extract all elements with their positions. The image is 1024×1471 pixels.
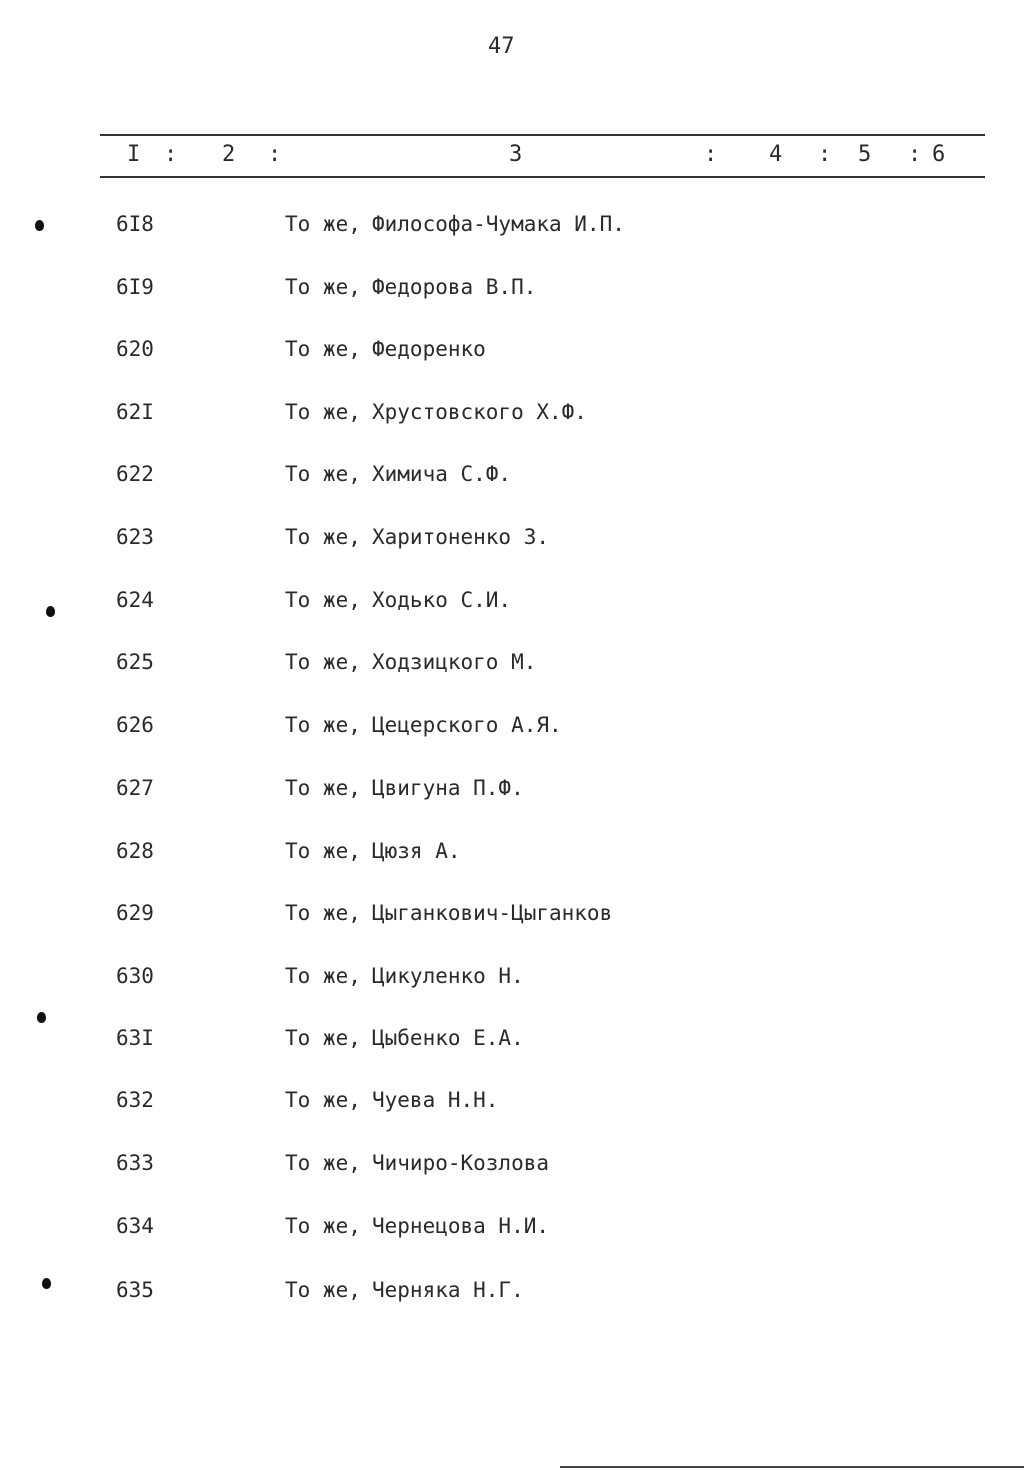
row-prefix: То же, <box>285 839 361 863</box>
row-number: 63I <box>116 1026 154 1050</box>
header-col-5: 5 <box>858 142 872 167</box>
table-row <box>0 1026 1024 1066</box>
header-col-4: 4 <box>769 142 783 167</box>
row-number: 628 <box>116 839 154 863</box>
header-separator: : <box>164 142 178 167</box>
header-col-3: 3 <box>509 142 523 167</box>
row-number: 6I8 <box>116 212 154 236</box>
table-row <box>0 964 1024 1004</box>
row-number: 634 <box>116 1214 154 1238</box>
row-name: Хрустовского Х.Ф. <box>372 400 587 424</box>
header-col-6: 6 <box>932 142 946 167</box>
row-prefix: То же, <box>285 275 361 299</box>
table-row <box>0 212 1024 252</box>
row-number: 620 <box>116 337 154 361</box>
row-name: Цыбенко Е.А. <box>372 1026 524 1050</box>
row-prefix: То же, <box>285 901 361 925</box>
row-prefix: То же, <box>285 1088 361 1112</box>
row-prefix: То же, <box>285 525 361 549</box>
bottom-edge-line <box>560 1466 1024 1468</box>
row-name: Черняка Н.Г. <box>372 1278 524 1302</box>
table-row <box>0 337 1024 377</box>
row-prefix: То же, <box>285 1214 361 1238</box>
row-prefix: То же, <box>285 1151 361 1175</box>
table-row <box>0 650 1024 690</box>
row-number: 623 <box>116 525 154 549</box>
table-row <box>0 1278 1024 1318</box>
header-col-2: 2 <box>222 142 236 167</box>
row-prefix: То же, <box>285 400 361 424</box>
row-name: Цецерского А.Я. <box>372 713 562 737</box>
punch-hole-mark <box>42 1278 51 1289</box>
table-row <box>0 462 1024 502</box>
row-name: Чичиро-Козлова <box>372 1151 550 1175</box>
row-prefix: То же, <box>285 964 361 988</box>
row-number: 6I9 <box>116 275 154 299</box>
table-row <box>0 713 1024 753</box>
table-row <box>0 1088 1024 1128</box>
row-name: Федоренко <box>372 337 486 361</box>
table-header-rule-top <box>100 134 985 136</box>
punch-hole-mark <box>35 220 44 231</box>
row-number: 632 <box>116 1088 154 1112</box>
row-name: Цыганкович-Цыганков <box>372 901 613 925</box>
table-row <box>0 839 1024 879</box>
page-number: 47 <box>488 34 515 59</box>
header-separator: : <box>908 142 922 167</box>
row-prefix: То же, <box>285 776 361 800</box>
row-number: 630 <box>116 964 154 988</box>
punch-hole-mark <box>37 1012 46 1023</box>
row-name: Чуева Н.Н. <box>372 1088 499 1112</box>
table-row <box>0 588 1024 628</box>
header-separator: : <box>818 142 832 167</box>
row-prefix: То же, <box>285 1026 361 1050</box>
row-number: 624 <box>116 588 154 612</box>
row-name: Федорова В.П. <box>372 275 537 299</box>
table-row <box>0 400 1024 440</box>
row-number: 625 <box>116 650 154 674</box>
row-number: 62I <box>116 400 154 424</box>
table-row <box>0 525 1024 565</box>
row-number: 629 <box>116 901 154 925</box>
header-col-1: I <box>127 142 141 167</box>
row-number: 626 <box>116 713 154 737</box>
row-name: Ходзицкого М. <box>372 650 537 674</box>
table-row <box>0 275 1024 315</box>
row-prefix: То же, <box>285 337 361 361</box>
table-row <box>0 901 1024 941</box>
row-name: Цюзя А. <box>372 839 461 863</box>
row-name: Цикуленко Н. <box>372 964 524 988</box>
row-prefix: То же, <box>285 1278 361 1302</box>
row-name: Философа-Чумака И.П. <box>372 212 625 236</box>
row-number: 622 <box>116 462 154 486</box>
row-name: Ходько С.И. <box>372 588 512 612</box>
row-prefix: То же, <box>285 650 361 674</box>
table-row <box>0 776 1024 816</box>
row-name: Чернецова Н.И. <box>372 1214 550 1238</box>
row-prefix: То же, <box>285 212 361 236</box>
row-prefix: То же, <box>285 713 361 737</box>
header-separator: : <box>268 142 282 167</box>
header-separator: : <box>704 142 718 167</box>
row-number: 633 <box>116 1151 154 1175</box>
row-name: Харитоненко З. <box>372 525 550 549</box>
table-header-rule-bottom <box>100 176 985 178</box>
row-number: 627 <box>116 776 154 800</box>
table-row <box>0 1214 1024 1254</box>
punch-hole-mark <box>46 606 55 617</box>
row-number: 635 <box>116 1278 154 1302</box>
table-row <box>0 1151 1024 1191</box>
row-name: Химича С.Ф. <box>372 462 512 486</box>
row-name: Цвигуна П.Ф. <box>372 776 524 800</box>
row-prefix: То же, <box>285 588 361 612</box>
row-prefix: То же, <box>285 462 361 486</box>
